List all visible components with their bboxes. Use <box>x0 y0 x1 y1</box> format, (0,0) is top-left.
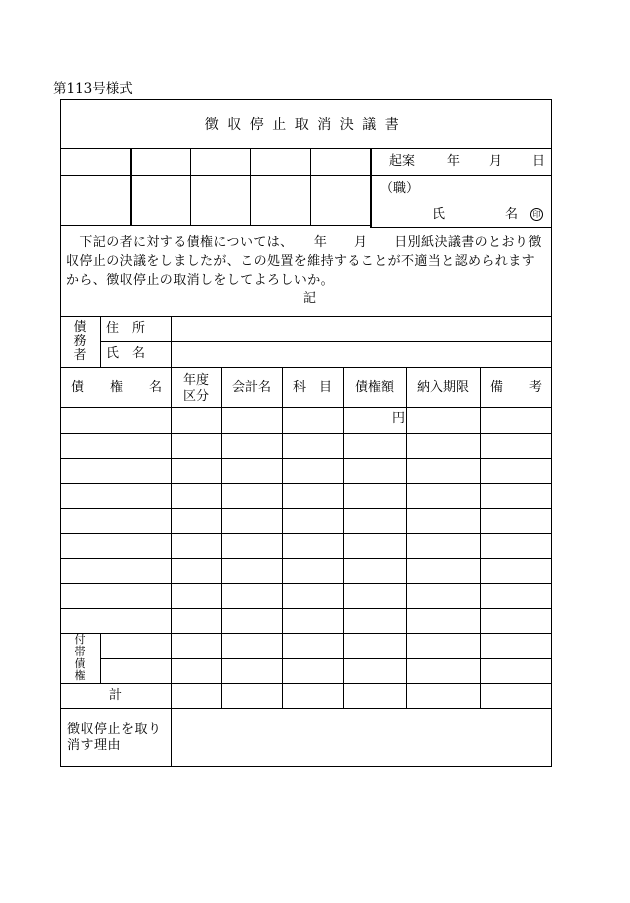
rule <box>343 367 344 708</box>
rule <box>171 316 172 367</box>
rule <box>60 558 552 559</box>
resolution-text: 下記の者に対する債権については、 年 月 日別紙決議書のとおり徴収停止の決議をしましたが、この処置を維持することが不適当と認められますから、徴収停止の取消しをしてよろしいか。 <box>66 235 542 288</box>
rule <box>100 341 552 342</box>
seal-mark <box>530 208 543 221</box>
ki-label: 記 <box>303 291 317 306</box>
form-title: 徴収停止取消決議書 <box>204 117 408 133</box>
rule <box>60 175 552 176</box>
header-fiscal-year: 年度 区分 <box>182 373 209 404</box>
address-label: 住 所 <box>106 321 146 336</box>
name-label-1: 氏 <box>432 207 446 222</box>
form-number: 第113号様式 <box>53 81 133 97</box>
rule <box>60 533 552 534</box>
rule <box>60 407 552 408</box>
rule <box>480 367 481 708</box>
drafted-label: 起案 <box>389 154 416 169</box>
rule <box>60 367 552 368</box>
rule <box>171 367 172 708</box>
rule <box>60 633 552 634</box>
rule <box>406 367 407 708</box>
seal-icon: 印 <box>530 208 543 221</box>
rule <box>100 658 552 659</box>
total-label: 計 <box>109 688 123 703</box>
header-amount: 債権額 <box>354 380 394 395</box>
rule <box>100 633 101 683</box>
rule <box>190 148 191 225</box>
rule <box>250 148 251 225</box>
rule <box>60 148 552 149</box>
yen-unit: 円 <box>392 411 406 426</box>
rule <box>171 708 172 767</box>
header-account-name: 会計名 <box>231 380 271 395</box>
rule <box>100 316 101 367</box>
rule <box>60 316 552 317</box>
rule <box>60 583 552 584</box>
rule <box>60 458 552 459</box>
header-remarks: 備 考 <box>489 380 542 395</box>
rule <box>60 708 552 709</box>
year-label: 年 <box>447 154 461 169</box>
rule <box>60 225 370 226</box>
rule <box>282 367 283 708</box>
rule <box>130 148 132 225</box>
header-subject: 科 目 <box>292 380 332 395</box>
rule <box>60 608 552 609</box>
position-label: （職） <box>380 181 420 196</box>
rule <box>60 683 552 684</box>
rule <box>370 148 372 227</box>
rule <box>370 227 552 228</box>
header-deadline: 納入期限 <box>416 380 469 395</box>
rule <box>60 433 552 434</box>
debtor-label: 債務者 <box>73 320 87 363</box>
rule <box>60 508 552 509</box>
reason-label: 徴収停止を取り消す理由 <box>67 722 162 753</box>
rule <box>60 483 552 484</box>
month-label: 月 <box>489 154 503 169</box>
ancillary-claim-label: 付帯債権 <box>74 633 86 682</box>
day-label: 日 <box>532 154 546 169</box>
rule <box>221 367 222 708</box>
header-claim-name: 債 権 名 <box>70 380 162 395</box>
name-label: 氏 名 <box>106 346 146 361</box>
name-label-2: 名 <box>505 207 519 222</box>
rule <box>310 148 311 225</box>
